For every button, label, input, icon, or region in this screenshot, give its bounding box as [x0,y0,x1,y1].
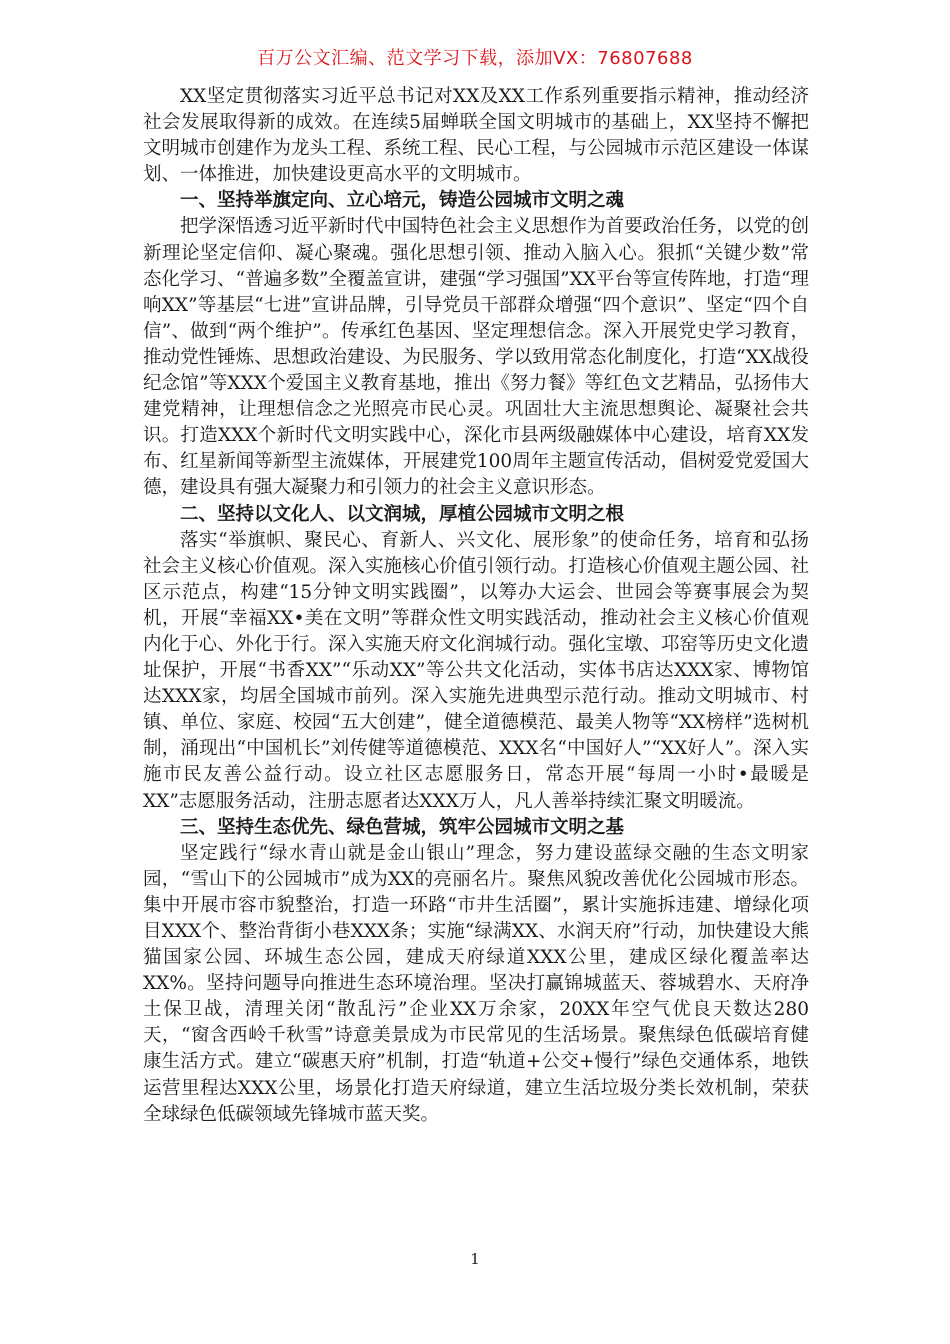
intro-paragraph: XX坚定贯彻落实习近平总书记对XX及XX工作系列重要指示精神，推动经济社会发展取得新的成效。在连续5届蝉联全国文明城市的基础上，XX坚持不懈把文明城市创建作为龙头工程、系统工程、民心工程，与公园城市示范区建设一体谋划、一体推进，加快建设更高水平的文明城市。 [143,86,810,186]
section-3-heading: 三、坚持生态优先、绿色营城，筑牢公园城市文明之基 [180,816,625,838]
section-3-paragraph: 坚定践行“绿水青山就是金山银山”理念，努力建设蓝绿交融的生态文明家园，“雪山下的公园城市”成为XX的亮丽名片。聚焦风貌改善优化公园城市形态。集中开展市容市貌整治，打造一环路“市井生活圈”，累计实施拆违建、增绿化项目XXX个、整治背街小巷XXX条；实施“绿满XX、水润天府”行动，加快建设大熊猫国家公园、环城生态公园，建成天府绿道XXX公里，建成区绿化覆盖率达XX%。坚持问题导向推进生态环境治理。坚决打赢锦城蓝天、蓉城碧水、天府净土保卫战，清理关闭“散乱污”企业XX万余家，20XX年空气优良天数达280天，“窗含西岭千秋雪”诗意美景成为市民常见的生活场景。聚焦绿色低碳培育健康生活方式。建立“碳惠天府”机制，打造“轨道+公交+慢行”绿色交通体系，地铁运营里程达XXX公里，场景化打造天府绿道，建立生活垃圾分类长效机制，荣获全球绿色低碳领域先锋城市蓝天奖。 [143,842,809,1125]
header-banner: 百万公文汇编、范文学习下载，添加VX：76807688 [257,48,693,69]
section-1-heading: 一、坚持举旗定向、立心培元，铸造公园城市文明之魂 [180,190,625,212]
document-body [143,84,809,1128]
page-number: 1 [470,1250,480,1268]
section-1-paragraph: 把学深悟透习近平新时代中国特色社会主义思想作为首要政治任务，以党的创新理论坚定信仰、凝心聚魂。强化思想引领、推动入脑入心。狠抓“关键少数”常态化学习、“普遍多数”全覆盖宣讲，建强“学习强国”XX平台等宣传阵地，打造“理响XX”等基层“七进”宣讲品牌，引导党员干部群众增强“四个意识”、坚定“四个自信”、做到“两个维护”。传承红色基因、坚定理想信念。深入开展党史学习教育，推动党性锤炼、思想政治建设、为民服务、学以致用常态化制度化，打造“XX战役纪念馆”等XXX个爱国主义教育基地，推出《努力餐》等红色文艺精品，弘扬伟大建党精神，让理想信念之光照亮市民心灵。巩固壮大主流思想舆论、凝聚社会共识。打造XXX个新时代文明实践中心，深化市县两级融媒体中心建设，培育XX发布、红星新闻等新型主流媒体，开展建党100周年主题宣传活动，倡树爱党爱国大德，建设具有强大凝聚力和引领力的社会主义意识形态。 [143,216,810,499]
section-2-heading: 二、坚持以文化人、以文润城，厚植公园城市文明之根 [180,503,625,525]
section-2-paragraph: 落实“举旗帜、聚民心、育新人、兴文化、展形象”的使命任务，培育和弘扬社会主义核心价值观。深入实施核心价值引领行动。打造核心价值观主题公园、社区示范点，构建“15分钟文明实践圈”，以筹办大运会、世园会等赛事展会为契机，开展“幸福XX•美在文明”等群众性文明实践活动，推动社会主义核心价值观内化于心、外化于行。深入实施天府文化润城行动。强化宝墩、邛窑等历史文化遗址保护，开展“书香XX”“乐动XX”等公共文化活动，实体书店达XXX家、博物馆达XXX家，均居全国城市前列。深入实施先进典型示范行动。推动文明城市、村镇、单位、家庭、校园“五大创建”，健全道德模范、最美人物等“XX榜样”选树机制，涌现出“中国机长”刘传健等道德模范、XXX名“中国好人”“XX好人”。深入实施市民友善公益行动。设立社区志愿服务日，常态开展“每周一小时•最暖是XX”志愿服务活动，注册志愿者达XXX万人，凡人善举持续汇聚文明暖流。 [143,529,810,812]
